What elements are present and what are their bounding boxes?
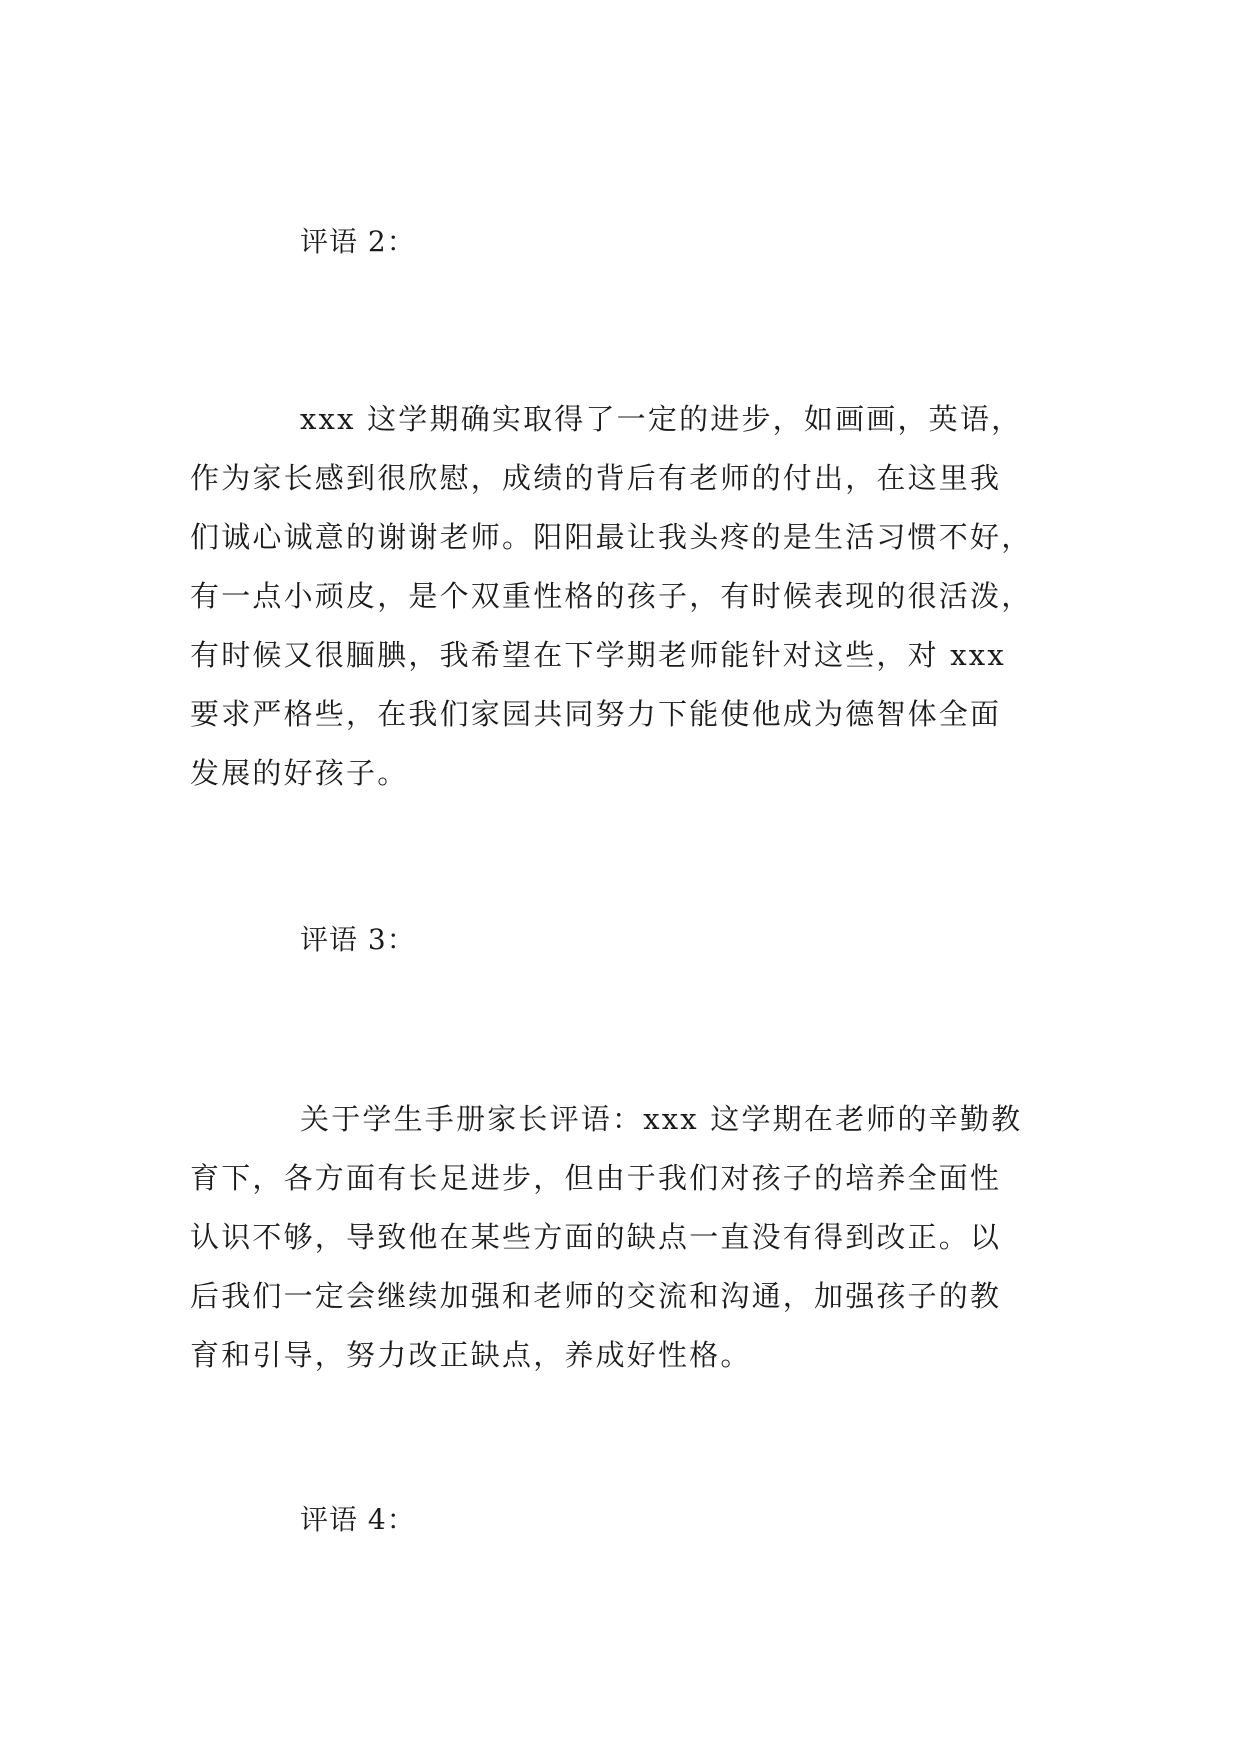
paragraph-line: 认识不够，导致他在某些方面的缺点一直没有得到改正。以 [190, 1220, 1002, 1254]
paragraph-line: 有时候又很腼腆，我希望在下学期老师能针对这些，对 xxx [190, 638, 1006, 672]
paragraph-line: 要求严格些，在我们家园共同努力下能使他成为德智体全面 [190, 697, 1002, 731]
comment-3-heading: 评语 3： [300, 923, 416, 956]
paragraph-line: 育和引导，努力改正缺点，养成好性格。 [190, 1338, 752, 1372]
paragraph-line: 后我们一定会继续加强和老师的交流和沟通，加强孩子的教 [190, 1279, 1002, 1313]
paragraph-line: 有一点小顽皮，是个双重性格的孩子，有时候表现的很活泼， [190, 579, 1033, 613]
paragraph-line: 们诚心诚意的谢谢老师。阳阳最让我头疼的是生活习惯不好， [190, 520, 1033, 554]
paragraph-line: 育下，各方面有长足进步，但由于我们对孩子的培养全面性 [190, 1161, 1002, 1195]
paragraph-line: 作为家长感到很欣慰，成绩的背后有老师的付出，在这里我 [190, 461, 1002, 495]
paragraph-line: 发展的好孩子。 [190, 756, 409, 790]
comment-2-heading: 评语 2： [300, 225, 416, 258]
comment-4-heading: 评语 4： [300, 1503, 416, 1536]
paragraph-line: xxx 这学期确实取得了一定的进步，如画画，英语， [300, 402, 1023, 436]
paragraph-line: 关于学生手册家长评语：xxx 这学期在老师的辛勤教 [300, 1102, 1023, 1136]
comment-2-paragraph [190, 390, 1052, 803]
comment-3-paragraph [190, 1090, 1052, 1385]
